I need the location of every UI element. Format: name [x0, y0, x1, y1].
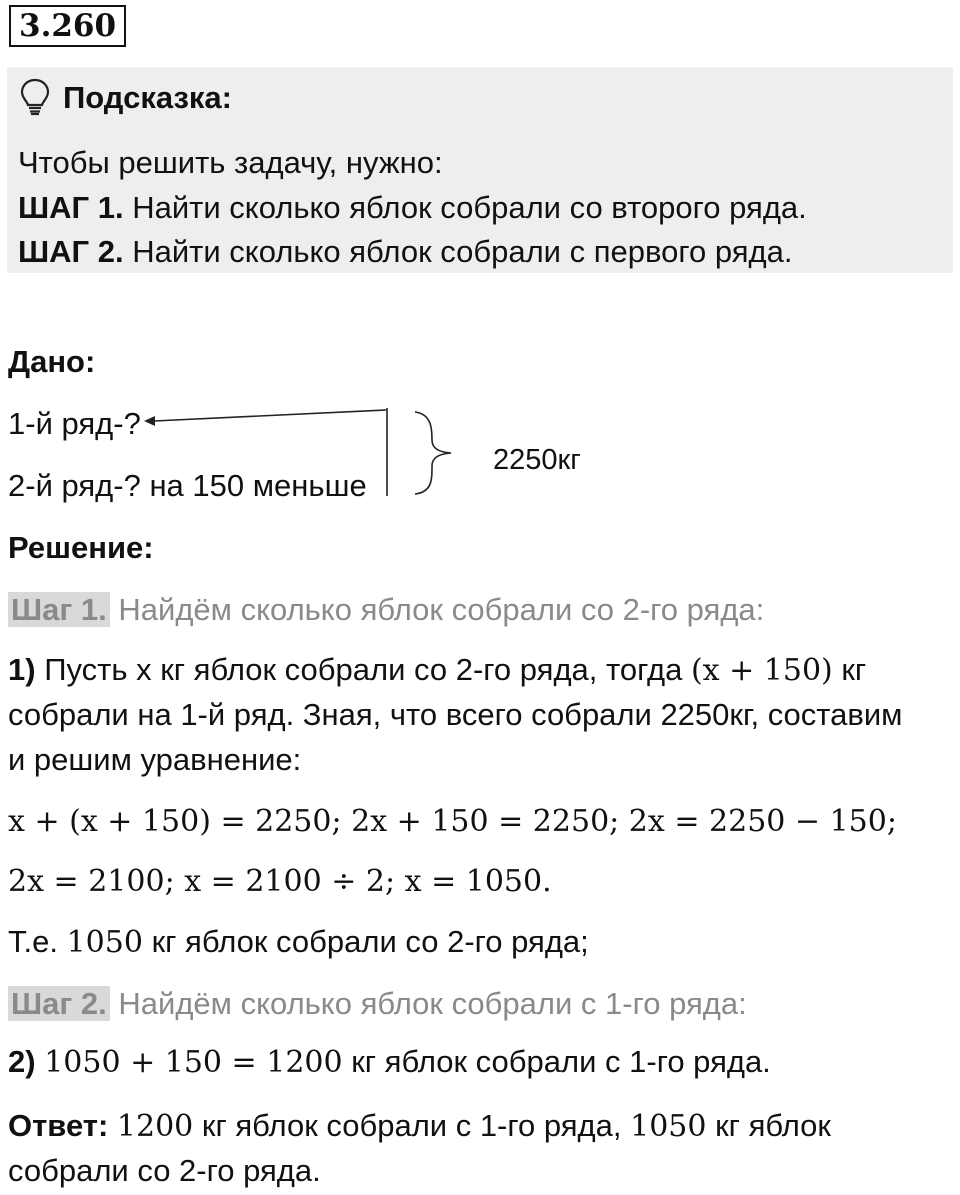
equation-line-1: x + (x + 150) = 2250; 2x + 150 = 2250; 2x = 2250 − 150; — [8, 804, 897, 839]
answer-line-1: Ответ: 1200 кг яблок собрали с 1-го ряда, 1050 кг яблок — [8, 1108, 831, 1144]
given-row-2: 2-й ряд-? на 150 меньше — [8, 468, 367, 503]
given-row-1: 1-й ряд-? — [8, 406, 141, 441]
hint-step-2: ШАГ 2. Найти сколько яблок собрали с первого ряда. — [18, 234, 793, 269]
given-total: 2250кг — [493, 444, 581, 476]
problem-number: 3.260 — [9, 5, 126, 47]
hint-title: Подсказка: — [63, 80, 232, 115]
given-relation-arrow — [140, 400, 460, 505]
lightbulb-icon — [18, 77, 52, 117]
p1-line-2: собрали на 1-й ряд. Зная, что всего собрали 2250кг, составим — [8, 697, 903, 732]
equation-line-2: 2x = 2100; x = 2100 ÷ 2; x = 1050. — [8, 864, 552, 899]
p1-line-1: 1) Пусть x кг яблок собрали со 2-го ряда, тогда (x + 150) кг — [8, 652, 867, 688]
solution-title: Решение: — [8, 530, 154, 565]
given-title: Дано: — [8, 344, 96, 379]
p2-line: 2) 1050 + 150 = 1200 кг яблок собрали с 1-го ряда. — [8, 1044, 771, 1080]
result-1: Т.е. 1050 кг яблок собрали со 2-го ряда; — [8, 924, 589, 960]
hint-step-1: ШАГ 1. Найти сколько яблок собрали со второго ряда. — [18, 190, 807, 225]
solution-step-2: Шаг 2. Найдём сколько яблок собрали с 1-го ряда: — [8, 984, 747, 1024]
solution-step-1: Шаг 1. Найдём сколько яблок собрали со 2-го ряда: — [8, 590, 764, 630]
p1-line-3: и решим уравнение: — [8, 742, 302, 777]
hint-intro: Чтобы решить задачу, нужно: — [18, 145, 443, 180]
answer-line-2: собрали со 2-го ряда. — [8, 1153, 321, 1188]
